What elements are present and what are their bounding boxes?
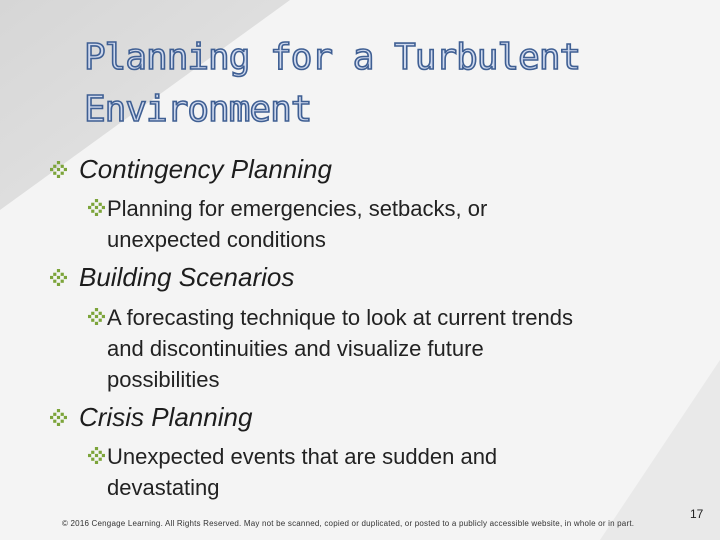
diamond-bullet-icon <box>88 199 105 216</box>
copyright-footer: © 2016 Cengage Learning. All Rights Reserved. May not be scanned, copied or duplicated, or posted to a publicly accessible website, in whole or in part. <box>62 519 635 528</box>
bullet-heading-text: Building Scenarios <box>79 262 295 292</box>
diamond-bullet-icon <box>88 447 105 464</box>
slide-title: Planning for a Turbulent Environment <box>84 37 581 130</box>
page-number: 17 <box>690 507 704 521</box>
bullet-detail-text: A forecasting technique to look at current trends and discontinuities and visualize future possibilities <box>107 305 573 392</box>
bullet-detail-crisis <box>88 441 678 503</box>
diamond-bullet-icon <box>88 308 105 325</box>
bullet-heading-scenarios <box>50 262 294 292</box>
bullet-heading-text: Crisis Planning <box>79 402 253 432</box>
diamond-bullet-icon <box>50 161 67 178</box>
bullet-heading-text: Contingency Planning <box>79 154 332 184</box>
bullet-detail-scenarios <box>88 302 678 395</box>
bullet-detail-text: Unexpected events that are sudden and devastating <box>107 444 498 500</box>
bullet-detail-contingency <box>88 193 678 255</box>
diamond-bullet-icon <box>50 409 67 426</box>
bullet-heading-crisis <box>50 402 252 432</box>
bullet-heading-contingency <box>50 154 332 184</box>
diamond-bullet-icon <box>50 269 67 286</box>
bullet-detail-text: Planning for emergencies, setbacks, or unexpected conditions <box>107 196 488 252</box>
